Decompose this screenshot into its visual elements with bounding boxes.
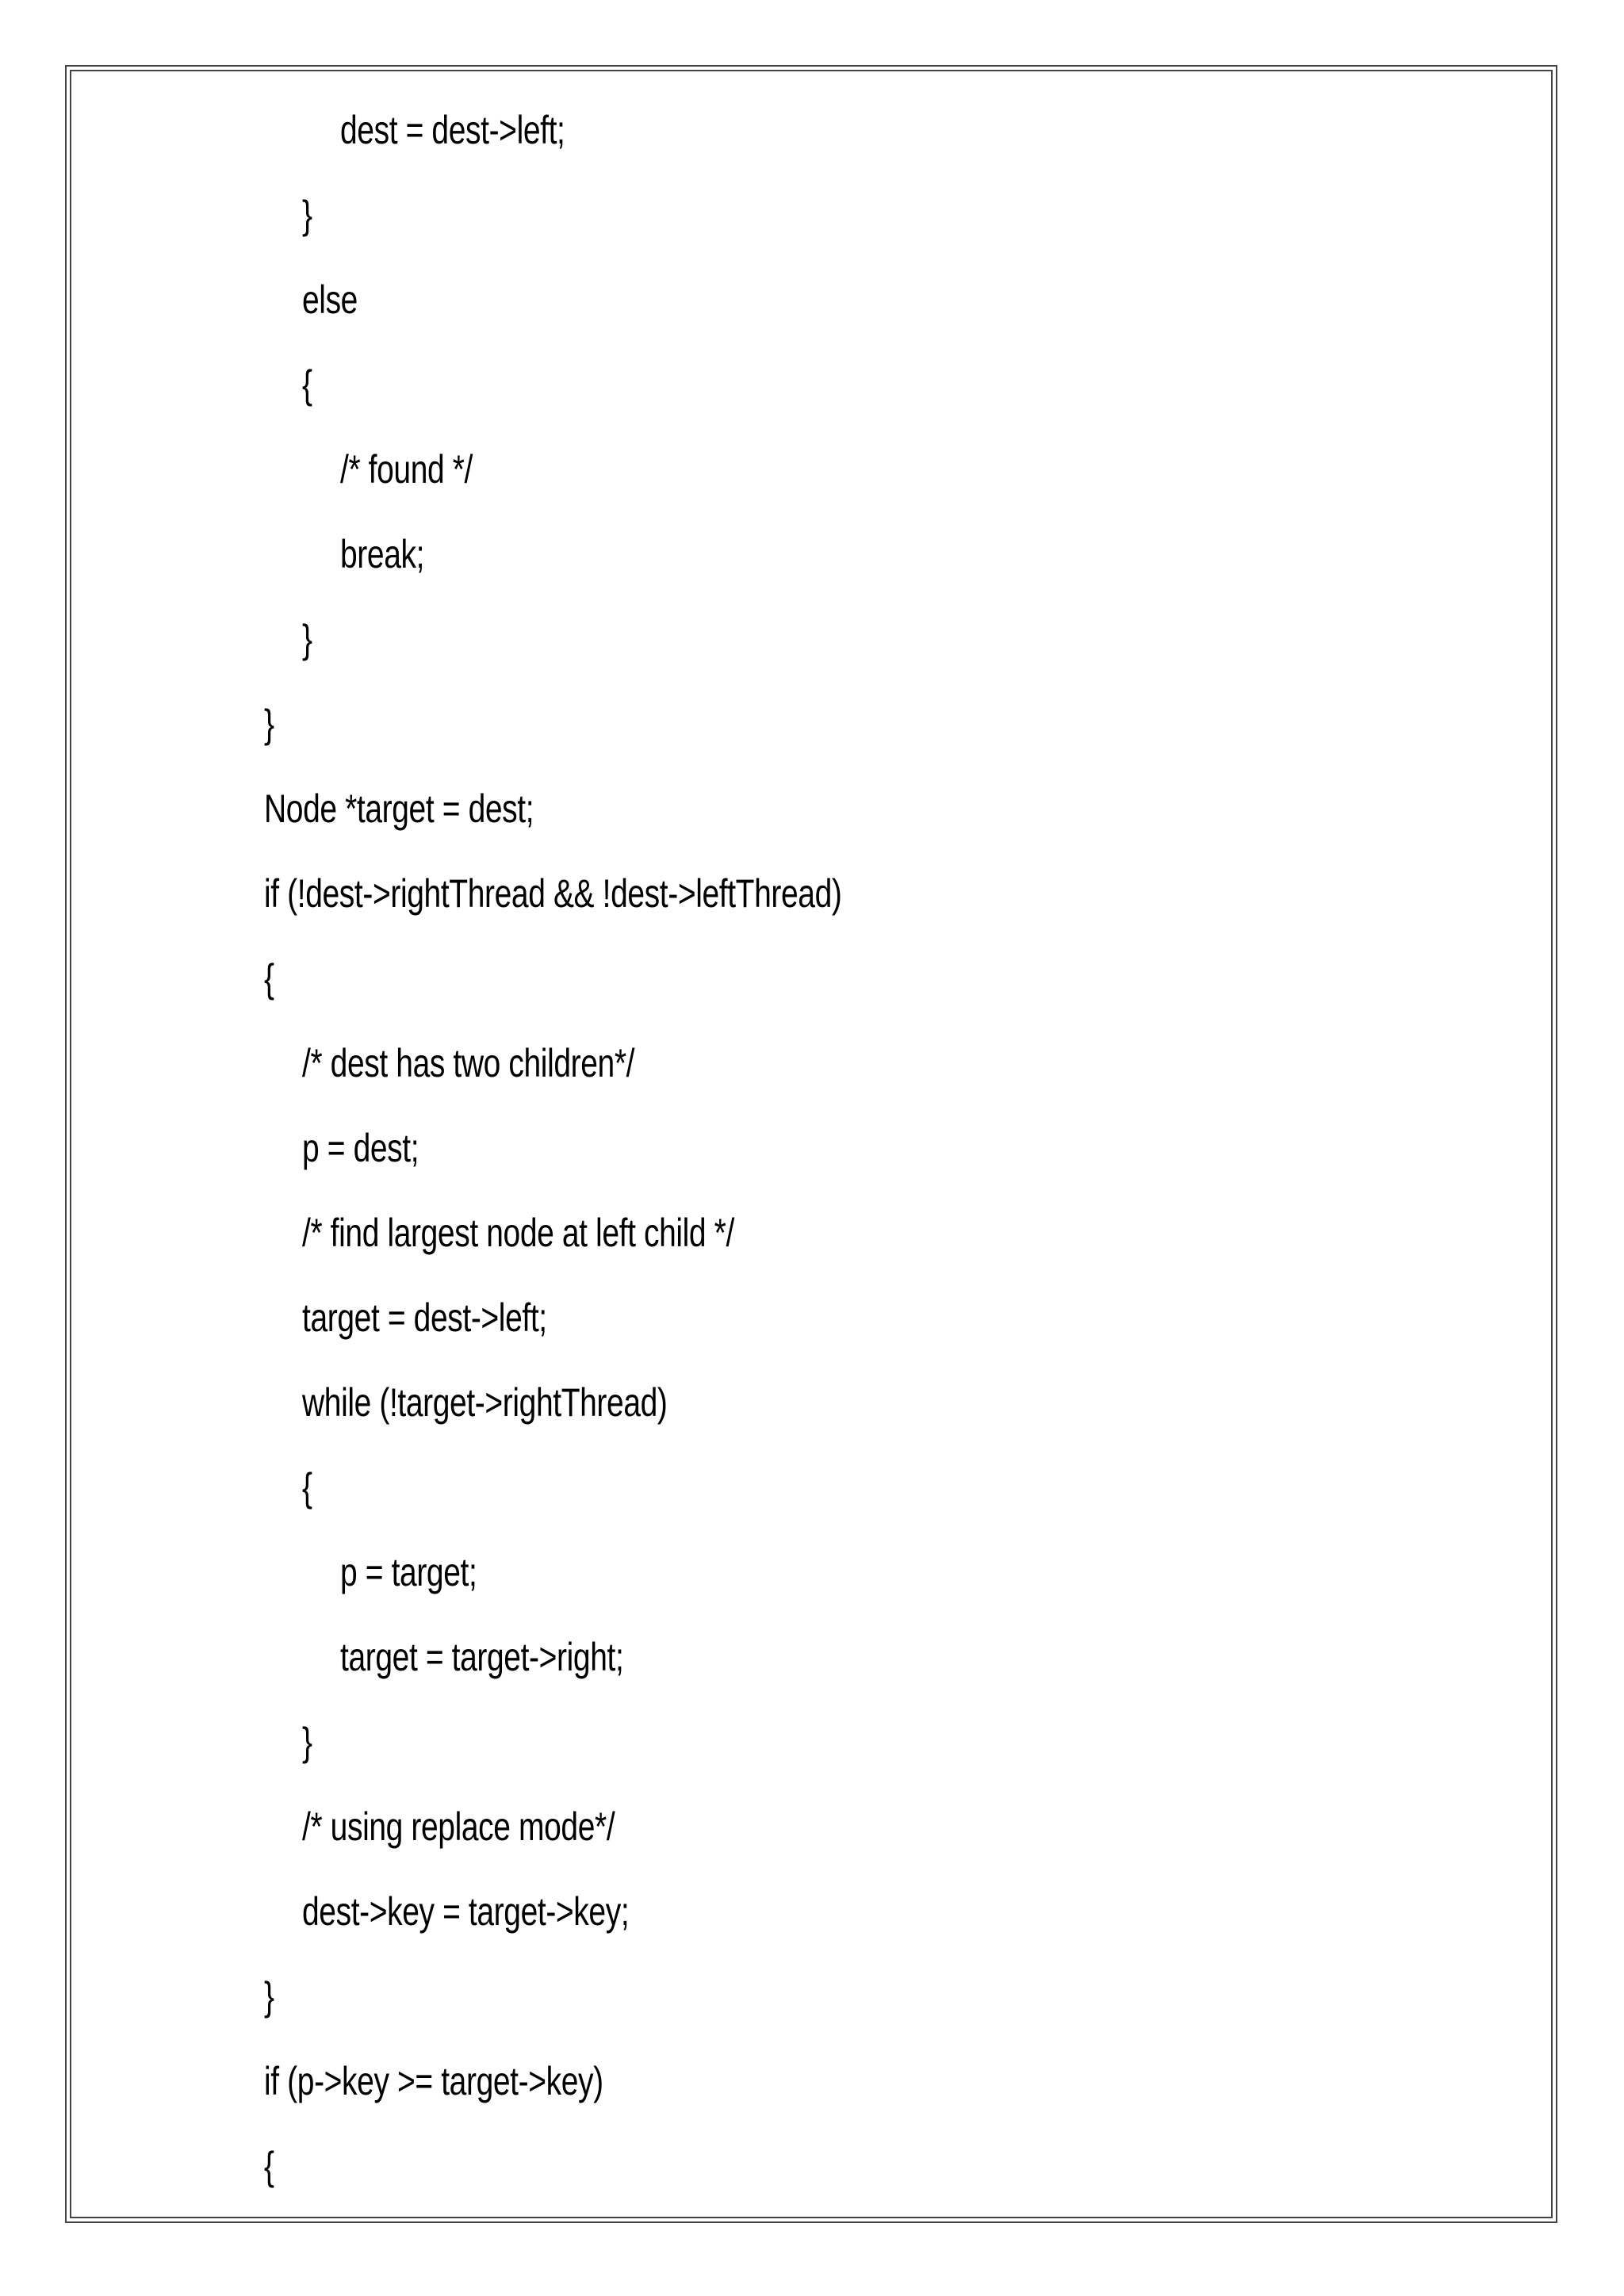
code-line: } <box>302 1720 312 1764</box>
code-line: if (p->key >= target->key) <box>264 2059 603 2103</box>
code-line: { <box>302 1465 312 1510</box>
code-line: target = dest->left; <box>302 1295 547 1340</box>
code-line: } <box>302 193 312 237</box>
code-line: p = target; <box>340 1550 477 1594</box>
code-line: target = target->right; <box>340 1635 624 1679</box>
code-line: { <box>302 362 312 407</box>
code-line: { <box>264 2144 274 2188</box>
code-line: else <box>302 277 358 322</box>
code-line: } <box>302 617 312 661</box>
code-line: /* found */ <box>340 447 473 492</box>
code-line: /* dest has two children*/ <box>302 1041 635 1085</box>
code-line: } <box>264 702 274 746</box>
code-line: while (!target->rightThread) <box>302 1380 668 1425</box>
code-line: { <box>264 956 274 1001</box>
code-line: if (!dest->rightThread && !dest->leftThread) <box>264 871 842 916</box>
code-line: Node *target = dest; <box>264 786 534 831</box>
code-line: } <box>264 1974 274 2019</box>
code-line: break; <box>340 532 425 576</box>
code-line: p = dest; <box>302 1126 419 1170</box>
code-line: dest = dest->left; <box>340 108 565 152</box>
code-line: /* find largest node at left child */ <box>302 1211 734 1255</box>
code-line: dest->key = target->key; <box>302 1889 630 1934</box>
code-line: /* using replace mode*/ <box>302 1804 615 1849</box>
